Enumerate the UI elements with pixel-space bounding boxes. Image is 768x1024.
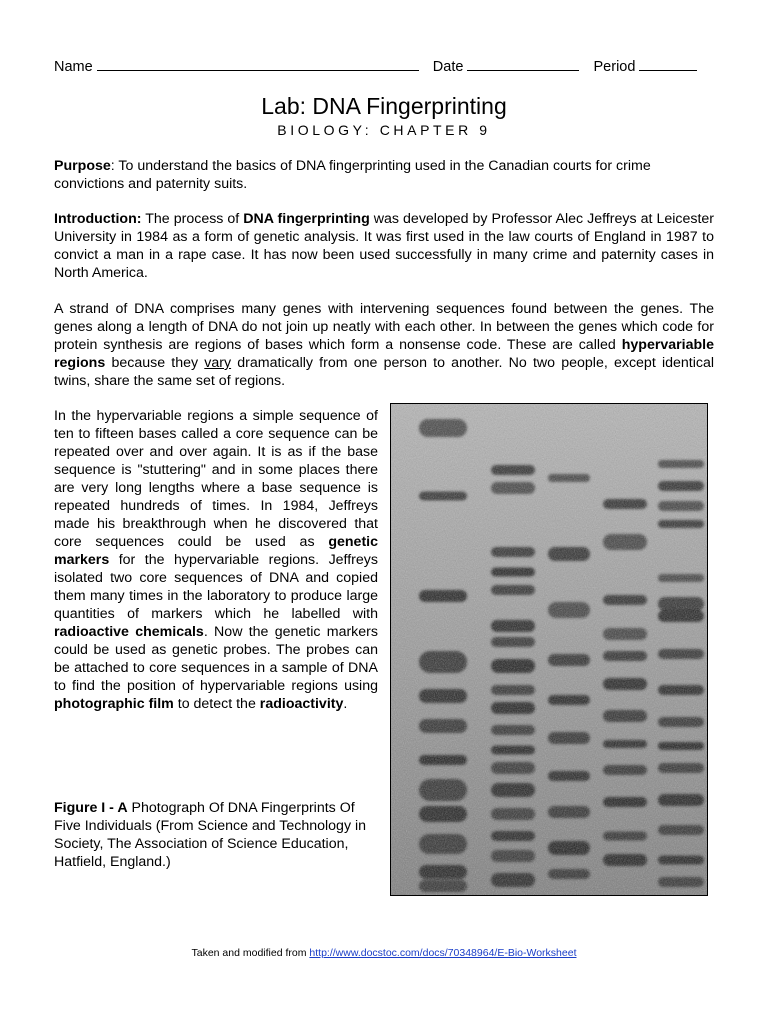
figure-caption xyxy=(54,799,384,871)
term-radioactive-chemicals: radioactive chemicals xyxy=(54,624,204,640)
strand-text-end: dramatically from one person to another. No two people, except identical twins, share the same set of regions. xyxy=(54,355,715,389)
term-genetic-markers: genetic markers xyxy=(54,534,378,568)
source-footer xyxy=(0,946,768,960)
strand-paragraph xyxy=(54,300,714,390)
hypervariable-text-d: to detect the xyxy=(173,696,260,712)
name-field[interactable] xyxy=(97,56,419,71)
source-link[interactable]: http://www.docstoc.com/docs/70348964/E-Bio-Worksheet xyxy=(309,947,577,959)
hypervariable-paragraph xyxy=(54,407,378,713)
introduction-term: DNA fingerprinting xyxy=(243,211,370,227)
introduction-paragraph xyxy=(54,210,714,282)
period-label: Period xyxy=(593,59,636,75)
purpose-paragraph xyxy=(54,157,714,193)
period-field[interactable] xyxy=(639,56,697,71)
strand-text: A strand of DNA comprises many genes with intervening sequences found between the genes. The genes along a length of DNA do not join up neatly with each other. In between the genes which code for protein synthesis are regions of bases which form a nonsense code. These are called xyxy=(54,301,714,353)
footer-prefix: Taken and modified from xyxy=(191,947,310,959)
name-label: Name xyxy=(54,59,93,75)
introduction-text: The process of xyxy=(141,211,244,227)
page-title: Lab: DNA Fingerprinting xyxy=(261,93,507,119)
strand-term: hypervariable regions xyxy=(54,337,714,371)
page-subtitle: BIOLOGY: CHAPTER 9 xyxy=(277,122,491,138)
date-field[interactable] xyxy=(467,56,579,71)
student-info-line xyxy=(54,56,714,76)
introduction-label: Introduction: xyxy=(54,211,142,227)
figure-caption-label: Figure I - A xyxy=(54,800,128,816)
introduction-text-end: was developed by Professor Alec Jeffreys at Leicester University in 1984 as a form of genetic analysis. It was first used in the law courts of England in 1987 to convict a man in a rape case. It has now been used successfully in many crime and paternity cases in North America. xyxy=(54,211,715,281)
dna-gel-image xyxy=(391,404,707,895)
strand-text-mid: because they xyxy=(105,355,205,371)
strand-underlined-word: vary xyxy=(204,355,232,371)
hypervariable-text-c: . Now the genetic markers could be used as genetic probes. The probes can be attached to core sequences in a sample of DNA to find the position of hypervariable regions using xyxy=(54,624,378,694)
figure-caption-text: Photograph Of DNA Fingerprints Of Five Individuals (From Science and Technology in Society, The Association of Science Education, Hatfield, England.) xyxy=(54,800,367,870)
film-grain xyxy=(391,404,707,895)
hypervariable-text-e: . xyxy=(343,696,348,712)
term-radioactivity: radioactivity xyxy=(259,696,344,712)
term-photographic-film: photographic film xyxy=(54,696,174,712)
purpose-label: Purpose xyxy=(54,158,111,174)
hypervariable-text-b: for the hypervariable regions. Jeffreys isolated two core sequences of DNA and copied them many times in the laboratory to produce large quantities of markers which he labelled with xyxy=(54,552,378,622)
dna-fingerprint-photo xyxy=(390,403,708,896)
purpose-text: : To understand the basics of DNA fingerprinting used in the Canadian courts for crime convictions and paternity suits. xyxy=(54,158,651,192)
hypervariable-text-a: In the hypervariable regions a simple sequence of ten to fifteen bases called a core sequence can be repeated over and over again. It is as if the base sequence is "stuttering" and in some places there are very long lengths where a base sequence is repeated hundreds of times. In 1984, Jeffreys made his breakthrough when he discovered that core sequences could be used as xyxy=(54,408,378,550)
date-label: Date xyxy=(432,59,464,75)
